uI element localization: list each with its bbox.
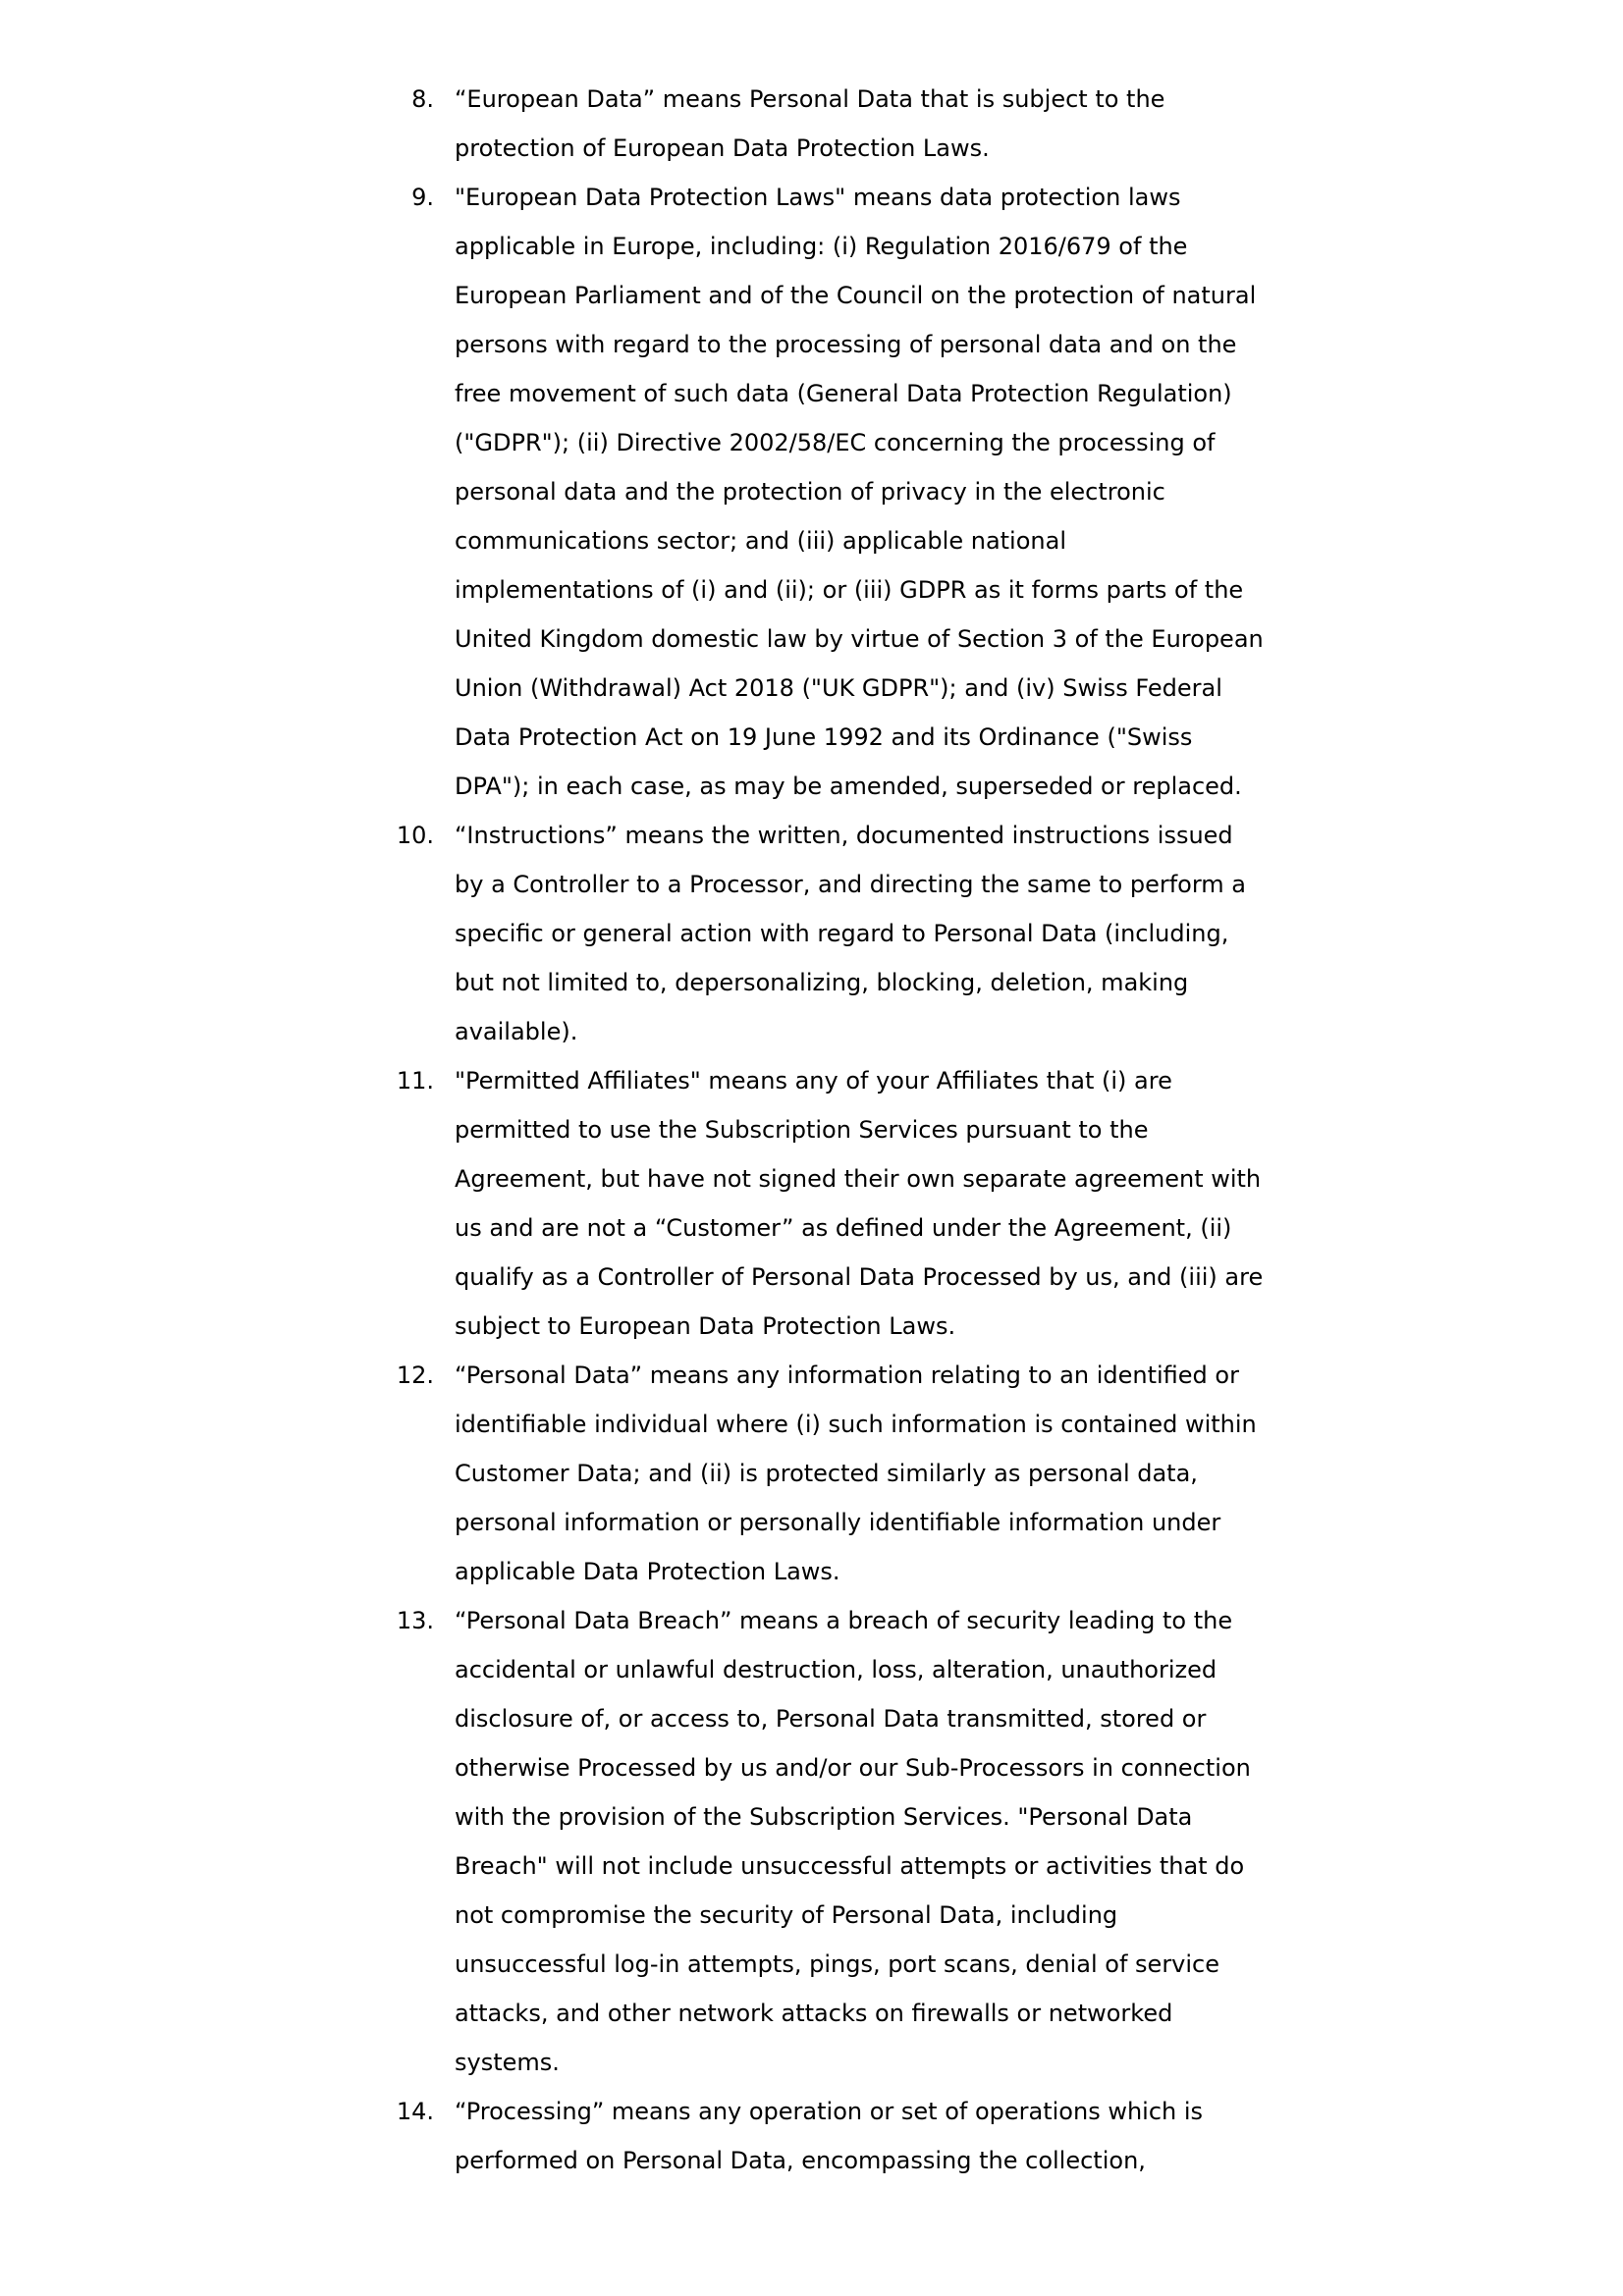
text-line: European Parliament and of the Council on the protection of natural bbox=[455, 282, 1257, 309]
definition-processing bbox=[0, 2087, 1623, 2185]
text-line: communications sector; and (iii) applicable national bbox=[455, 527, 1066, 555]
text-line: specific or general action with regard to Personal Data (including, bbox=[455, 920, 1229, 947]
definition-text bbox=[455, 173, 1436, 811]
definition-instructions bbox=[0, 811, 1623, 1056]
text-line: otherwise Processed by us and/or our Sub-Processors in connection bbox=[455, 1754, 1251, 1782]
text-line: disclosure of, or access to, Personal Data transmitted, stored or bbox=[455, 1705, 1207, 1733]
definition-permitted-affiliates bbox=[0, 1056, 1623, 1351]
definition-text bbox=[455, 2087, 1436, 2185]
definitions-list bbox=[0, 75, 1623, 2185]
text-line: performed on Personal Data, encompassing the collection, bbox=[455, 2147, 1146, 2174]
definition-personal-data bbox=[0, 1351, 1623, 1596]
definition-text bbox=[455, 75, 1436, 173]
text-line: available). bbox=[455, 1018, 578, 1045]
text-line: ("GDPR"); (ii) Directive 2002/58/EC concerning the processing of bbox=[455, 429, 1216, 456]
text-line: “European Data” means Personal Data that is subject to the bbox=[455, 85, 1165, 113]
item-number: 14. bbox=[396, 2098, 434, 2125]
definition-european-data bbox=[0, 75, 1623, 173]
text-line: attacks, and other network attacks on firewalls or networked bbox=[455, 2000, 1173, 2027]
definition-text bbox=[455, 1596, 1436, 2087]
text-line: protection of European Data Protection Laws. bbox=[455, 134, 990, 162]
definition-text bbox=[455, 1056, 1436, 1351]
text-line: “Processing” means any operation or set of operations which is bbox=[455, 2098, 1204, 2125]
text-line: “Personal Data” means any information relating to an identified or bbox=[455, 1362, 1239, 1389]
text-line: personal data and the protection of privacy in the electronic bbox=[455, 478, 1165, 506]
text-line: systems. bbox=[455, 2049, 560, 2076]
text-line: unsuccessful log-in attempts, pings, port scans, denial of service bbox=[455, 1950, 1220, 1978]
text-line: identifiable individual where (i) such information is contained within bbox=[455, 1411, 1257, 1438]
text-line: Data Protection Act on 19 June 1992 and its Ordinance ("Swiss bbox=[455, 723, 1193, 751]
text-line: “Instructions” means the written, documented instructions issued bbox=[455, 822, 1233, 849]
text-line: “Personal Data Breach” means a breach of security leading to the bbox=[455, 1607, 1233, 1634]
text-line: permitted to use the Subscription Services pursuant to the bbox=[455, 1116, 1149, 1144]
text-line: subject to European Data Protection Laws. bbox=[455, 1312, 956, 1340]
text-line: DPA"); in each case, as may be amended, superseded or replaced. bbox=[455, 773, 1242, 800]
text-line: implementations of (i) and (ii); or (iii) GDPR as it forms parts of the bbox=[455, 576, 1244, 604]
definition-personal-data-breach bbox=[0, 1596, 1623, 2087]
item-number: 11. bbox=[396, 1067, 434, 1095]
text-line: by a Controller to a Processor, and directing the same to perform a bbox=[455, 871, 1247, 898]
text-line: Agreement, but have not signed their own separate agreement with bbox=[455, 1165, 1262, 1193]
text-line: with the provision of the Subscription Services. "Personal Data bbox=[455, 1803, 1193, 1831]
text-line: but not limited to, depersonalizing, blocking, deletion, making bbox=[455, 969, 1189, 996]
definition-text bbox=[455, 811, 1436, 1056]
definition-european-data-protection-laws bbox=[0, 173, 1623, 811]
text-line: applicable in Europe, including: (i) Regulation 2016/679 of the bbox=[455, 233, 1188, 260]
item-number: 10. bbox=[396, 822, 434, 849]
definition-text bbox=[455, 1351, 1436, 1596]
text-line: accidental or unlawful destruction, loss, alteration, unauthorized bbox=[455, 1656, 1217, 1683]
item-number: 12. bbox=[396, 1362, 434, 1389]
text-line: "European Data Protection Laws" means data protection laws bbox=[455, 184, 1181, 211]
text-line: Breach" will not include unsuccessful attempts or activities that do bbox=[455, 1852, 1245, 1880]
text-line: Customer Data; and (ii) is protected similarly as personal data, bbox=[455, 1460, 1198, 1487]
text-line: personal information or personally identifiable information under bbox=[455, 1509, 1221, 1536]
item-number: 9. bbox=[411, 184, 434, 211]
text-line: qualify as a Controller of Personal Data Processed by us, and (iii) are bbox=[455, 1263, 1264, 1291]
text-line: applicable Data Protection Laws. bbox=[455, 1558, 840, 1585]
text-line: free movement of such data (General Data Protection Regulation) bbox=[455, 380, 1232, 407]
text-line: United Kingdom domestic law by virtue of Section 3 of the European bbox=[455, 625, 1264, 653]
text-line: persons with regard to the processing of personal data and on the bbox=[455, 331, 1237, 358]
item-number: 8. bbox=[411, 85, 434, 113]
item-number: 13. bbox=[396, 1607, 434, 1634]
text-line: not compromise the security of Personal Data, including bbox=[455, 1901, 1118, 1929]
text-line: us and are not a “Customer” as defined under the Agreement, (ii) bbox=[455, 1214, 1232, 1242]
text-line: "Permitted Affiliates" means any of your Affiliates that (i) are bbox=[455, 1067, 1172, 1095]
text-line: Union (Withdrawal) Act 2018 ("UK GDPR"); and (iv) Swiss Federal bbox=[455, 674, 1222, 702]
